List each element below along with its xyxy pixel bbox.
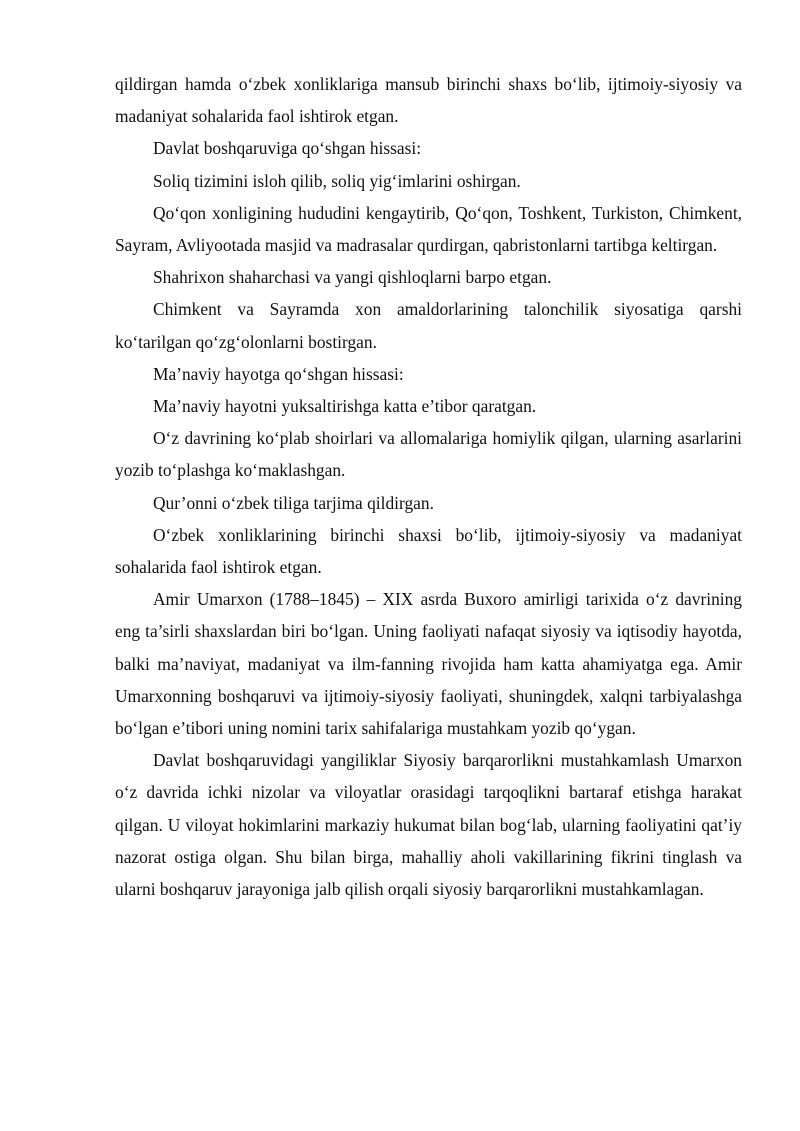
paragraph-patronage: O‘z davrining ko‘plab shoirlari va allomalariga homiylik qilgan, ularning asarlarini yozib to‘plashga ko‘maklashgan.	[115, 428, 742, 481]
paragraph-continuation: qildirgan hamda o‘zbek xonliklariga mansub birinchi shaxs bo‘lib, ijtimoiy-siyosiy va madaniyat sohalarida faol ishtirok etgan.	[115, 74, 742, 127]
paragraph-amir-umarxon: Amir Umarxon (1788–1845) – XIX asrda Buxoro amirligi tarixida o‘z davrining eng ta’sirli shaxslardan biri bo‘lgan. Uning faoliyati nafaqat siyosiy va iqtisodiy hayotda, balki ma’naviyat, madaniyat va ilm-fanning rivojida ham katta ahamiyatga ega. Amir Umarxonning boshqaruvi va ijtimoiy-siyosiy faoliyati, shuningdek, xalqni tarbiyalashga bo‘lgan e’tibori uning nomini tarix sahifalariga mustahkam yozib qo‘ygan.	[115, 589, 742, 739]
paragraph-shahrixon: Shahrixon shaharchasi va yangi qishloqlarni barpo etgan.	[153, 267, 552, 288]
document-page	[115, 68, 742, 905]
paragraph-quran-translation: Qur’onni o‘zbek tiliga tarjima qildirgan.	[153, 492, 434, 513]
paragraph-spiritual-life: Ma’naviy hayotni yuksaltirishga katta e’tibor qaratgan.	[153, 396, 537, 417]
paragraph-tax-reform: Soliq tizimini isloh qilib, soliq yig‘imlarini oshirgan.	[153, 170, 521, 191]
paragraph-state-innovations: Davlat boshqaruvidagi yangiliklar Siyosiy barqarorlikni mustahkamlash Umarxon o‘z davrida ichki nizolar va viloyatlar orasidagi tarqoqlikni bartaraf etishga harakat qilgan. U viloyat hokimlarini markaziy hukumat bilan bog‘lab, ularning faoliyatini qat’iy nazorat ostiga olgan. Shu bilan birga, mahalliy aholi vakillarining fikrini tinglash va ularni boshqaruv jarayoniga jalb qilish orqali siyosiy barqarorlikni mustahkamlagan.	[115, 750, 742, 900]
paragraph-territory-expansion: Qo‘qon xonligining hududini kengaytirib, Qo‘qon, Toshkent, Turkiston, Chimkent, Sayram, Avliyootada masjid va madrasalar qurdirgan, qabristonlarni tartibga keltirgan.	[115, 202, 742, 256]
paragraph-first-person: O‘zbek xonliklarining birinchi shaxsi bo‘lib, ijtimoiy-siyosiy va madaniyat sohalarida faol ishtirok etgan.	[115, 524, 742, 578]
heading-state-contribution: Davlat boshqaruviga qo‘shgan hissasi:	[153, 138, 422, 159]
heading-spiritual-contribution: Ma’naviy hayotga qo‘shgan hissasi:	[153, 363, 404, 384]
paragraph-uprising-suppression: Chimkent va Sayramda xon amaldorlarining talonchilik siyosatiga qarshi ko‘tarilgan qo‘zg‘olonlarni bostirgan.	[115, 299, 742, 352]
